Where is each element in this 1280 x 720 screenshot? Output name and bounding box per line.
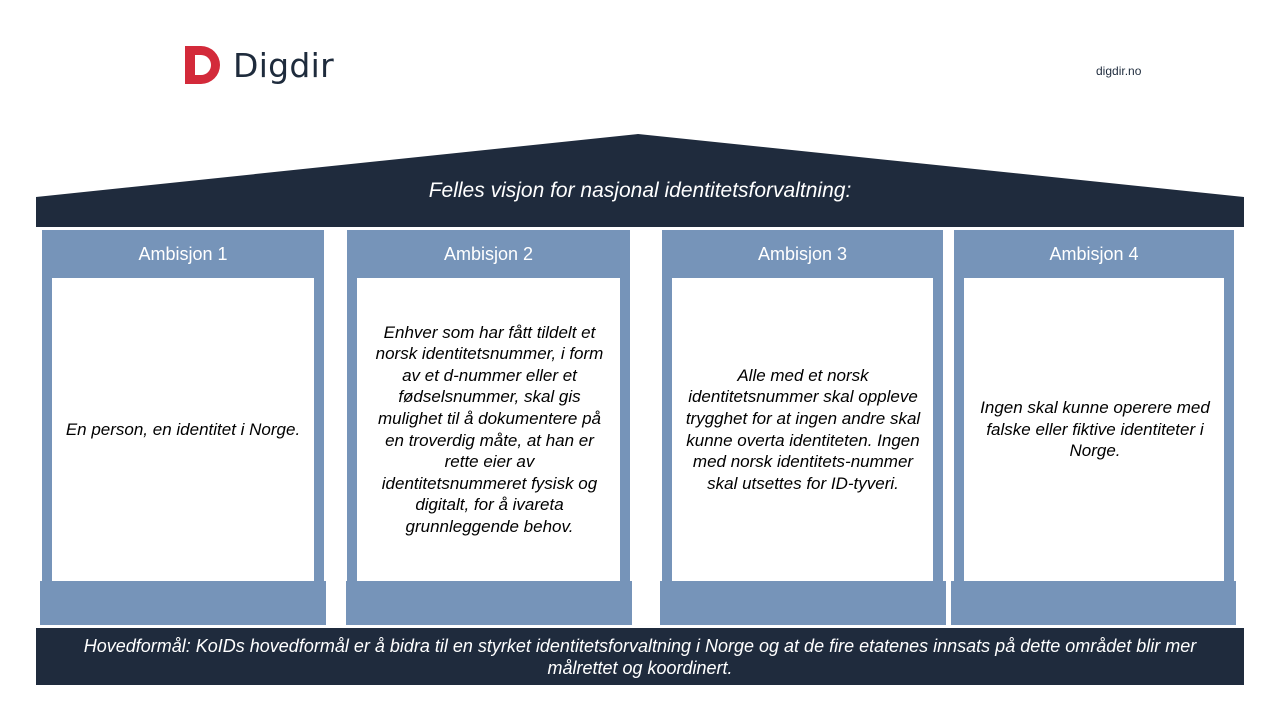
- ambition-1-text: En person, en identitet i Norge.: [64, 278, 302, 581]
- pillar-1-frame-left: [42, 278, 52, 581]
- ambition-4-text: Ingen skal kunne operere med falske eller fiktive identiteter i Norge.: [976, 278, 1214, 581]
- pillar-1-frame-right: [314, 278, 324, 581]
- ambition-3-text: Alle med et norsk identitetsnummer skal oppleve trygghet for at ingen andre skal kunne overta identiteten. Ingen med norsk identitets-nummer skal utsettes for ID-tyveri.: [684, 278, 922, 581]
- pillar-2-frame-left: [347, 278, 357, 581]
- site-url: digdir.no: [1096, 64, 1142, 78]
- ambition-2-title: Ambisjon 2: [347, 230, 630, 278]
- ambition-1-title: Ambisjon 1: [42, 230, 324, 278]
- pillar-3-frame-left: [662, 278, 672, 581]
- pillar-4-frame-left: [954, 278, 964, 581]
- ambition-2-text: Enhver som har fått tildelt et norsk identitetsnummer, i form av et d-nummer eller et fødselsnummer, skal gis mulighet til å dokumentere på en troverdig måte, at han er rette eier av identitetsnummeret fysisk og digitalt, for å ivareta grunnleggende behov.: [371, 278, 608, 581]
- pillar-1-base: [40, 581, 326, 625]
- pillar-4-base: [951, 581, 1236, 625]
- pillar-3-frame-right: [933, 278, 943, 581]
- main-purpose-footer: Hovedformål: KoIDs hovedformål er å bidra til en styrket identitetsforvaltning i Norge og at de fire etatenes innsats på dette området blir mer målrettet og koordinert.: [36, 628, 1244, 685]
- vision-title: Felles visjon for nasjonal identitetsforvaltning:: [428, 179, 852, 202]
- ambition-3-title: Ambisjon 3: [662, 230, 943, 278]
- brand-name: Digdir: [233, 45, 335, 85]
- pillar-3-base: [660, 581, 946, 625]
- pillar-4-frame-right: [1224, 278, 1234, 581]
- ambition-4-title: Ambisjon 4: [954, 230, 1234, 278]
- pillar-2-base: [346, 581, 632, 625]
- pillar-2-frame-right: [620, 278, 630, 581]
